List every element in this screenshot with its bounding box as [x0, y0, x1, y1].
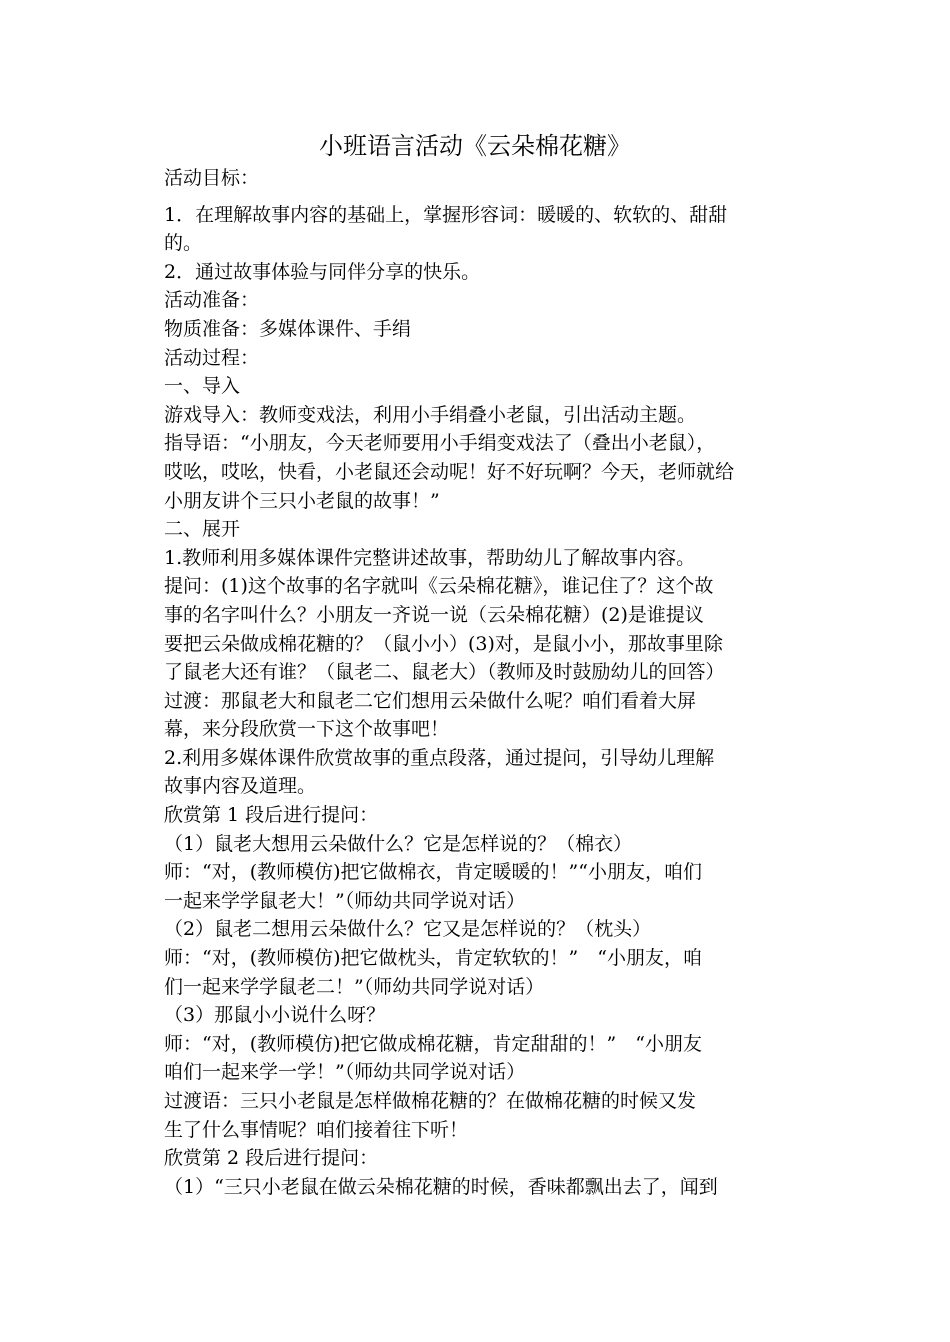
text-line: （1）“三只小老鼠在做云朵棉花糖的时候，香味都飘出去了，闻到 — [164, 1175, 718, 1198]
text-line: 游戏导入：教师变戏法，利用小手绢叠小老鼠，引出活动主题。 — [164, 403, 697, 426]
text-line: 小朋友讲个三只小老鼠的故事！” — [164, 489, 440, 512]
text-line: 一起来学学鼠老大！”（师幼共同学说对话） — [164, 889, 526, 912]
text-line: 指导语：“小朋友，今天老师要用小手绢变戏法了（叠出小老鼠）， — [164, 432, 716, 455]
text-line: 故事内容及道理。 — [164, 775, 317, 798]
text-line: 师：“对，(教师模仿)把它做棉衣，肯定暖暖的！”“小朋友，咱们 — [164, 861, 702, 884]
text-line: 们一起来学学鼠老二！”（师幼共同学说对话） — [164, 975, 545, 998]
text-line: 活动准备： — [164, 289, 260, 312]
text-line: 哎吆，哎吆，快看，小老鼠还会动呢！好不好玩啊？今天，老师就给 — [164, 460, 735, 483]
text-line: 二、展开 — [164, 518, 241, 541]
text-line: 活动目标： — [164, 167, 260, 189]
text-line: 1．在理解故事内容的基础上，掌握形容词：暖暖的、软软的、甜甜 — [164, 203, 728, 226]
text-line: （1）鼠老大想用云朵做什么？它是怎样说的？（棉衣） — [164, 832, 633, 855]
text-line: 过渡：那鼠老大和鼠老二它们想用云朵做什么呢？咱们看着大屏 — [164, 689, 697, 712]
text-line: 事的名字叫什么？小朋友一齐说一说（云朵棉花糖）(2)是谁提议 — [164, 603, 704, 626]
text-line: 物质准备：多媒体课件、手绢 — [164, 317, 412, 340]
text-line: （3）那鼠小小说什么呀？ — [164, 1004, 386, 1027]
text-line: 欣赏第 1 段后进行提问： — [164, 804, 379, 827]
text-line: 过渡语：三只小老鼠是怎样做棉花糖的？在做棉花糖的时候又发 — [164, 1090, 697, 1112]
text-line: 咱们一起来学一学！”（师幼共同学说对话） — [164, 1061, 526, 1084]
text-line: 提问：(1)这个故事的名字就叫《云朵棉花糖》，谁记住了？这个故 — [164, 575, 714, 598]
text-line: 1.教师利用多媒体课件完整讲述故事，帮助幼儿了解故事内容。 — [164, 546, 696, 569]
text-line: 欣赏第 2 段后进行提问： — [164, 1147, 379, 1170]
text-line: 要把云朵做成棉花糖的？（鼠小小）(3)对，是鼠小小，那故事里除 — [164, 632, 723, 655]
document-title: 小班语言活动《云朵棉花糖》 — [319, 132, 631, 160]
text-line: 生了什么事情呢？咱们接着往下听！ — [164, 1118, 469, 1141]
text-line: 的。 — [164, 232, 203, 255]
text-line: 2．通过故事体验与同伴分享的快乐。 — [164, 260, 481, 283]
text-line: 师：“对，(教师模仿)把它做枕头，肯定软软的！” “小朋友，咱 — [164, 947, 702, 970]
text-line: 幕，来分段欣赏一下这个故事吧！ — [164, 718, 450, 741]
text-line: 师：“对，(教师模仿)把它做成棉花糖，肯定甜甜的！” “小朋友 — [164, 1032, 702, 1055]
text-line: （2）鼠老二想用云朵做什么？它又是怎样说的？（枕头） — [164, 918, 652, 941]
text-line: 一、导入 — [164, 375, 241, 398]
document-body — [164, 164, 788, 1201]
text-line: 2.利用多媒体课件欣赏故事的重点段落，通过提问，引导幼儿理解 — [164, 746, 715, 769]
text-line: 活动过程： — [164, 346, 260, 369]
text-line: 了鼠老大还有谁？（鼠老二、鼠老大）（教师及时鼓励幼儿的回答） — [164, 661, 725, 684]
